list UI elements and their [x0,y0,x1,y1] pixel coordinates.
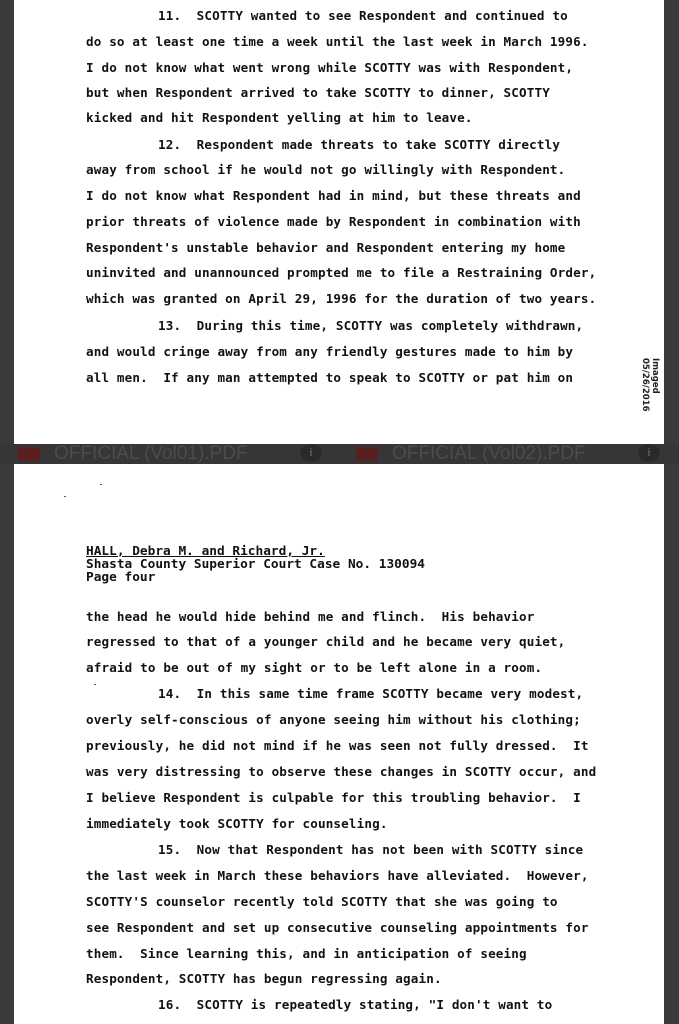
document-page-2 [14,464,664,1024]
text-line: but when Respondent arrived to take SCOTTY to dinner, SCOTTY [86,85,550,100]
text-line: regressed to that of a younger child and he became very quiet, [86,634,566,649]
text-line: and would cringe away from any friendly gestures made to him by [86,344,574,359]
text-line: I do not know what Respondent had in mind, but these threats and [86,188,581,203]
text-line: which was granted on April 29, 1996 for the duration of two years. [86,291,597,306]
scan-speck [100,484,102,485]
text-line: the last week in March these behaviors have alleviated. However, [86,868,589,883]
document-page-1 [14,0,664,444]
text-line: away from school if he would not go willingly with Respondent. [86,162,566,177]
tab-label: OFFICIAL (Vol02).PDF [392,444,586,464]
tab-vol01[interactable] [18,444,248,464]
pdf-file-icon [356,447,378,461]
case-caption: HALL, Debra M. and Richard, Jr. [86,544,325,559]
text-line: I do not know what went wrong while SCOTTY was with Respondent, [86,60,574,75]
text-line: 11. SCOTTY wanted to see Respondent and continued to [158,8,568,23]
text-line: Respondent's unstable behavior and Respondent entering my home [86,240,566,255]
text-line: kicked and hit Respondent yelling at him to leave. [86,110,473,125]
text-line: overly self-conscious of anyone seeing him without his clothing; [86,712,581,727]
text-line: Respondent, SCOTTY has begun regressing again. [86,971,442,986]
text-line: was very distressing to observe these changes in SCOTTY occur, and [86,764,597,779]
text-line: 15. Now that Respondent has not been with SCOTTY since [158,842,584,857]
document-tab-strip [0,444,679,464]
scan-speck [94,684,96,685]
case-number: Shasta County Superior Court Case No. 130094 [86,557,425,572]
text-line: I believe Respondent is culpable for this troubling behavior. I [86,790,581,805]
info-icon[interactable]: i [300,444,322,462]
text-line: all men. If any man attempted to speak to SCOTTY or pat him on [86,370,574,385]
text-line: 16. SCOTTY is repeatedly stating, "I don't want to [158,997,553,1012]
text-line: immediately took SCOTTY for counseling. [86,816,388,831]
text-line: prior threats of violence made by Respondent in combination with [86,214,581,229]
text-line: the head he would hide behind me and flinch. His behavior [86,609,535,624]
text-line: 14. In this same time frame SCOTTY became very modest, [158,686,584,701]
text-line: uninvited and unannounced prompted me to file a Restraining Order, [86,265,597,280]
info-icon[interactable]: i [638,444,660,462]
text-line: afraid to be out of my sight or to be left alone in a room. [86,660,543,675]
pdf-file-icon [18,447,40,461]
text-line: see Respondent and set up consecutive counseling appointments for [86,920,589,935]
text-line: previously, he did not mind if he was seen not fully dressed. It [86,738,589,753]
tab-vol02[interactable] [356,444,586,464]
text-line: do so at least one time a week until the last week in March 1996. [86,34,589,49]
page-label: Page four [86,570,156,585]
text-line: 12. Respondent made threats to take SCOTTY directly [158,137,561,152]
imaged-date-stamp: Imaged 05/26/2016 [640,358,660,412]
text-line: them. Since learning this, and in anticipation of seeing [86,946,527,961]
tab-label: OFFICIAL (Vol01).PDF [54,444,248,464]
text-line: 13. During this time, SCOTTY was completely withdrawn, [158,318,584,333]
scan-speck [64,496,66,497]
text-line: SCOTTY'S counselor recently told SCOTTY that she was going to [86,894,558,909]
